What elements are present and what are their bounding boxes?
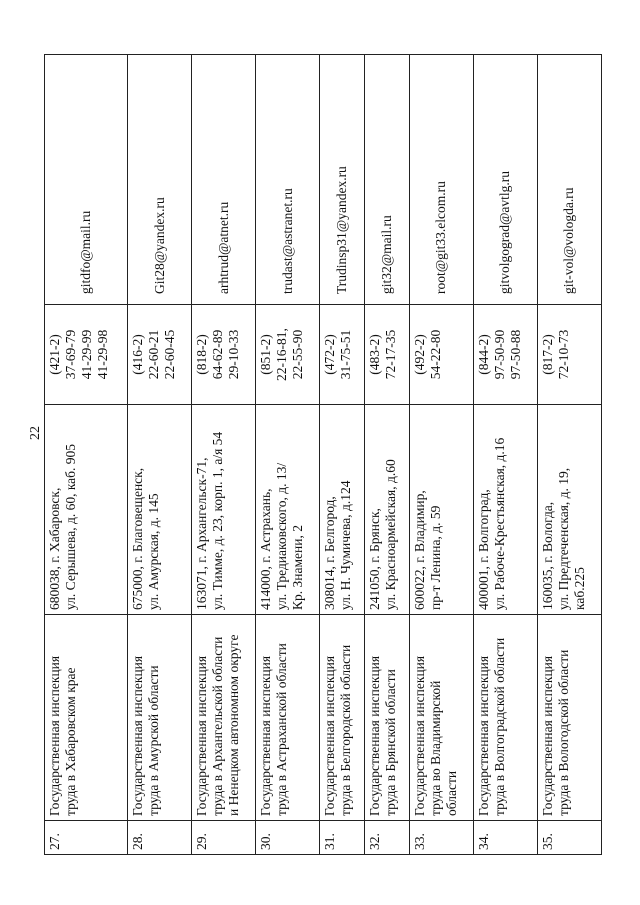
- phone-cell: [45, 305, 128, 405]
- address-line: ул. Рабоче-Крестьянская, д.16: [491, 437, 507, 610]
- inspection-name-line: Государственная инспекция: [411, 655, 427, 816]
- email-link[interactable]: arhtrud@atnet.ru: [215, 201, 231, 294]
- inspection-name-cell: [473, 615, 537, 821]
- address-cell: [192, 405, 256, 615]
- address-cell: [365, 405, 410, 615]
- inspection-name-line: Государственная инспекция: [475, 655, 491, 816]
- table-row: [537, 55, 601, 855]
- phone-line: 31-75-51: [338, 329, 354, 380]
- address-line: 160035, г. Вологда,: [539, 501, 555, 610]
- phone-line: 72-10-73: [555, 329, 571, 380]
- phone-line: 41-29-98: [95, 329, 110, 380]
- address-cell: [537, 405, 601, 615]
- table-row: [128, 55, 192, 855]
- phone-line: 22-60-21: [146, 329, 162, 380]
- address-cell: [45, 405, 128, 615]
- email-link[interactable]: git-vol@vologda.ru: [561, 187, 577, 294]
- phone-line: 41-29-99: [79, 329, 94, 380]
- inspection-name-line: Государственная инспекция: [258, 655, 274, 816]
- email-cell: [256, 55, 320, 305]
- inspection-name-line: Государственная инспекция: [367, 655, 383, 816]
- email-cell: [473, 55, 537, 305]
- email-cell: [365, 55, 410, 305]
- rotated-table-sheet: [44, 55, 602, 855]
- phone-line: 97-50-90: [491, 329, 507, 380]
- row-number: 29.: [192, 821, 256, 855]
- address-line: ул. Н. Чумичева, д.124: [338, 480, 354, 610]
- email-link[interactable]: Trudinsp31@yandex.ru: [334, 166, 350, 294]
- address-line: каб.225: [571, 567, 587, 610]
- address-line: пр-т Ленина, д. 59: [427, 505, 443, 610]
- row-number: 34.: [473, 821, 537, 855]
- phone-cell: [537, 305, 601, 405]
- email-link[interactable]: gitdfo@mail.ru: [78, 210, 94, 294]
- inspection-name-cell: [192, 615, 256, 821]
- address-line: 400001, г. Волгоград,: [475, 489, 491, 610]
- email-link[interactable]: Git28@yandex.ru: [151, 197, 167, 294]
- inspection-name-cell: [45, 615, 128, 821]
- phone-cell: [128, 305, 192, 405]
- address-line: ул. Серышева, д. 60, каб. 905: [63, 443, 78, 610]
- inspection-name-line: труда во Владимирской: [427, 680, 443, 816]
- phone-line: 64-62-89: [210, 329, 226, 380]
- inspection-name-cell: [256, 615, 320, 821]
- phone-cell: [409, 305, 473, 405]
- phone-cell: [473, 305, 537, 405]
- address-line: 414000, г. Астрахань,: [258, 488, 274, 610]
- row-number: 32.: [365, 821, 410, 855]
- address-cell: [256, 405, 320, 615]
- page-number: 22: [28, 426, 43, 440]
- address-line: 680038, г. Хабаровск,: [47, 487, 62, 610]
- email-cell: [45, 55, 128, 305]
- email-cell: [128, 55, 192, 305]
- phone-line: 22-55-90: [290, 329, 306, 380]
- phone-line: (472-2): [322, 334, 338, 375]
- address-line: ул. Тимме, д. 23, корп. 1, а/я 54: [210, 431, 226, 610]
- inspection-name-line: Государственная инспекция: [130, 655, 146, 816]
- inspection-name-cell: [409, 615, 473, 821]
- table-row: [320, 55, 365, 855]
- address-line: ул. Тредиаковского, д. 13/: [274, 462, 290, 610]
- table-row: [409, 55, 473, 855]
- inspection-name-line: Государственная инспекция: [194, 655, 210, 816]
- email-link[interactable]: trudast@astranet.ru: [279, 188, 295, 294]
- phone-line: 29-10-33: [226, 329, 242, 380]
- phone-line: 22-60-45: [162, 329, 178, 380]
- inspection-name-cell: [128, 615, 192, 821]
- phone-line: 72-17-35: [383, 329, 399, 380]
- address-line: ул. Красноармейская, д.60: [383, 459, 399, 610]
- phone-line: 37-69-79: [63, 329, 78, 380]
- table-row: [45, 55, 128, 855]
- inspection-name-line: труда в Архангельской области: [210, 636, 226, 816]
- address-line: 600022, г. Владимир,: [411, 490, 427, 610]
- inspection-name-line: труда в Брянской области: [383, 669, 399, 816]
- inspection-name-line: труда в Белгородской области: [338, 644, 354, 816]
- row-number: 33.: [409, 821, 473, 855]
- phone-line: (851-2): [258, 334, 274, 375]
- address-cell: [128, 405, 192, 615]
- inspection-name-line: и Ненецком автономном округе: [226, 634, 242, 816]
- email-link[interactable]: git32@mail.ru: [379, 215, 394, 294]
- phone-line: (421-2): [47, 334, 62, 375]
- email-cell: [320, 55, 365, 305]
- inspection-name-line: труда в Волгоградской области: [491, 637, 507, 816]
- address-line: Кр. Знамени, 2: [290, 525, 306, 610]
- inspection-name-line: Государственная инспекция: [47, 655, 62, 816]
- phone-cell: [256, 305, 320, 405]
- inspections-table: [44, 54, 602, 855]
- row-number: 35.: [537, 821, 601, 855]
- address-line: 308014, г. Белгород,: [322, 496, 338, 610]
- table-row: [256, 55, 320, 855]
- email-cell: [537, 55, 601, 305]
- phone-line: (416-2): [130, 334, 146, 375]
- row-number: 27.: [45, 821, 128, 855]
- table-row: [473, 55, 537, 855]
- address-cell: [320, 405, 365, 615]
- phone-cell: [365, 305, 410, 405]
- inspection-name-line: Государственная инспекция: [322, 655, 338, 816]
- phone-line: 97-50-88: [507, 329, 523, 380]
- address-cell: [409, 405, 473, 615]
- address-cell: [473, 405, 537, 615]
- phone-cell: [192, 305, 256, 405]
- email-cell: [409, 55, 473, 305]
- address-line: 675000, г. Благовещенск,: [130, 467, 146, 610]
- inspection-name-line: Государственная инспекция: [539, 655, 555, 816]
- table-row: [365, 55, 410, 855]
- inspection-name-line: труда в Астраханской области: [274, 643, 290, 816]
- address-line: ул. Амурская, д. 145: [146, 493, 162, 610]
- inspection-name-line: области: [443, 770, 459, 816]
- table-row: [192, 55, 256, 855]
- inspection-name-cell: [537, 615, 601, 821]
- inspection-name-line: труда в Амурской области: [146, 665, 162, 816]
- phone-cell: [320, 305, 365, 405]
- table-body: [45, 55, 602, 855]
- email-link[interactable]: root@git33.elcom.ru: [433, 181, 449, 294]
- phone-line: 54-22-80: [427, 329, 443, 380]
- address-line: 241050, г. Брянск,: [367, 508, 383, 610]
- email-link[interactable]: gitvolgograd@avtlg.ru: [497, 170, 513, 294]
- address-line: ул. Предтеченская, д. 19,: [555, 467, 571, 610]
- address-line: 163071, г. Архангельск-71,: [194, 457, 210, 610]
- phone-line: (844-2): [475, 334, 491, 375]
- phone-line: (483-2): [367, 334, 383, 375]
- phone-line: (492-2): [411, 334, 427, 375]
- row-number: 31.: [320, 821, 365, 855]
- row-number: 30.: [256, 821, 320, 855]
- inspection-name-cell: [365, 615, 410, 821]
- inspection-name-cell: [320, 615, 365, 821]
- row-number: 28.: [128, 821, 192, 855]
- email-cell: [192, 55, 256, 305]
- phone-line: (818-2): [194, 334, 210, 375]
- phone-line: 22-16-81,: [274, 328, 290, 381]
- inspection-name-line: труда в Хабаровском крае: [63, 667, 78, 816]
- phone-line: (817-2): [539, 334, 555, 375]
- inspection-name-line: труда в Вологодской области: [555, 649, 571, 816]
